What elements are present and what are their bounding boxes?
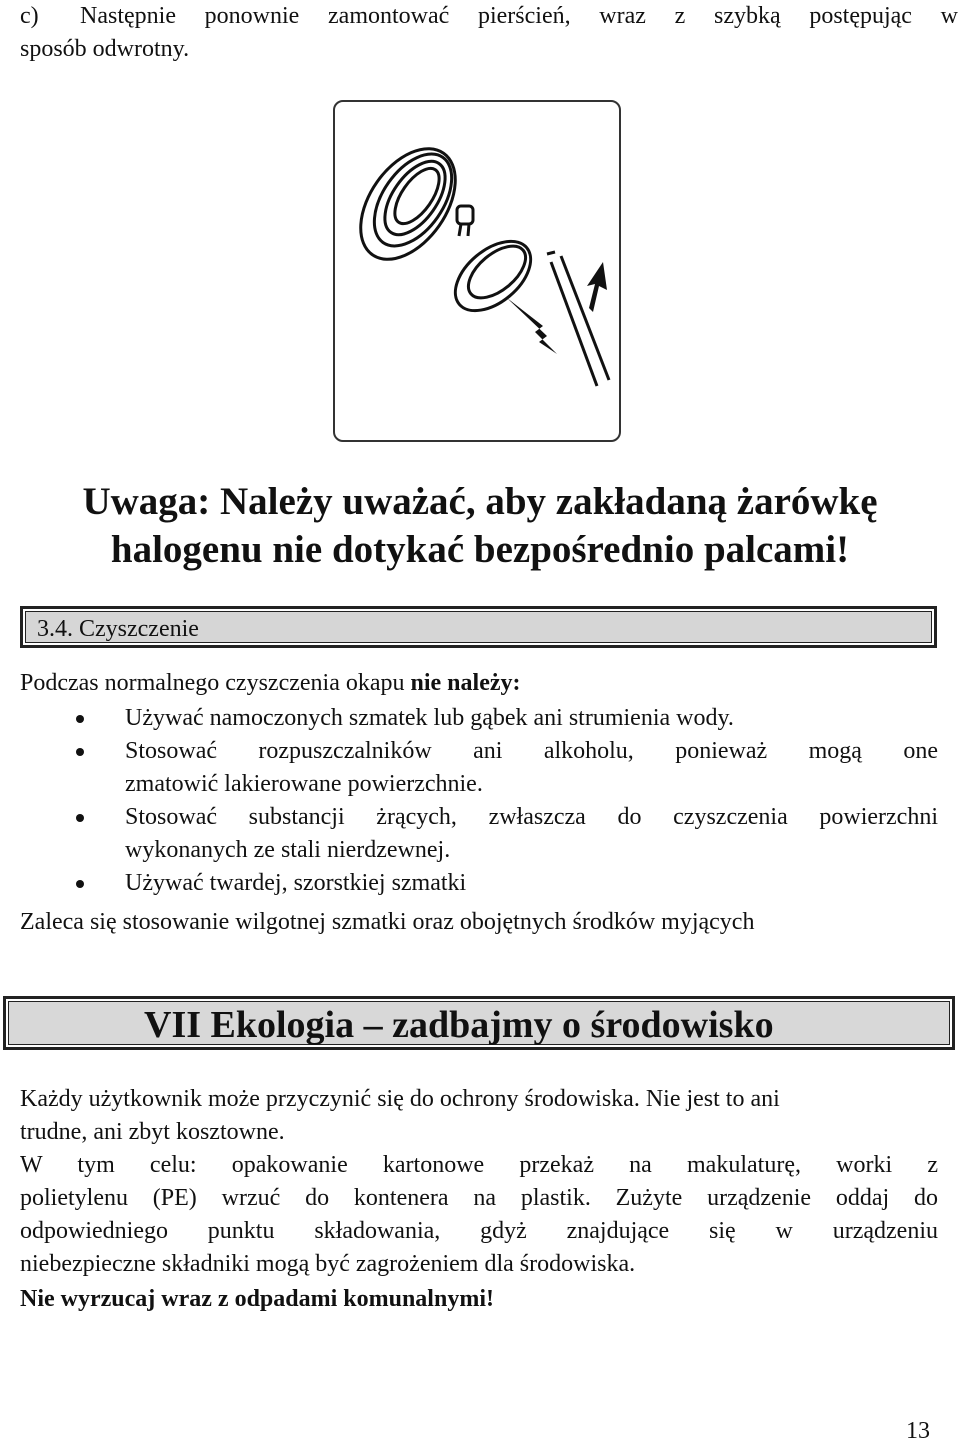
bullet-icon	[76, 748, 84, 756]
paragraph-line: W tym celu: opakowanie kartonowe przekaż na makulaturę, worki z	[20, 1152, 938, 1178]
warning-line-2: halogenu nie dotykać bezpośrednio palcami!	[110, 528, 850, 571]
intro-text: Podczas normalnego czyszczenia okapu	[20, 670, 411, 696]
intro-bold-text: nie należy:	[410, 670, 521, 696]
ecology-final-note: Nie wyrzucaj wraz z odpadami komunalnymi!	[20, 1286, 494, 1312]
illustration-drawing	[335, 102, 619, 440]
list-item-text: Stosować substancji żrących, zwłaszcza do czyszczenia powierzchni	[125, 804, 938, 830]
section-heading-cleaning	[20, 606, 937, 648]
cleaning-recommendation: Zaleca się stosowanie wilgotnej szmatki oraz obojętnych środków myjących	[20, 909, 755, 935]
step-text-line-1: Następnie ponownie zamontować pierścień, wraz z szybką postępując w	[80, 3, 958, 29]
list-item-text-cont: wykonanych ze stali nierdzewnej.	[125, 837, 451, 863]
ecology-paragraph-2	[20, 1149, 938, 1281]
list-item	[20, 702, 938, 735]
page-number: 13	[906, 1418, 930, 1444]
paragraph-line: Każdy użytkownik może przyczynić się do ochrony środowiska. Nie jest to ani	[20, 1086, 780, 1112]
bullet-icon	[76, 814, 84, 822]
paragraph-line: polietylenu (PE) wrzuć do kontenera na plastik. Zużyte urządzenie oddaj do	[20, 1185, 938, 1211]
bullet-icon	[76, 880, 84, 888]
list-item-text-cont: zmatowić lakierowane powierzchnie.	[125, 771, 483, 797]
step-text-line-2: sposób odwrotny.	[20, 36, 190, 62]
paragraph-line: niebezpieczne składniki mogą być zagrożeniem dla środowiska.	[20, 1251, 636, 1277]
list-item-text: Stosować rozpuszczalników ani alkoholu, ponieważ mogą one	[125, 738, 938, 764]
paragraph-line: trudne, ani zbyt kosztowne.	[20, 1119, 285, 1145]
paragraph-line: odpowiedniego punktu składowania, gdyż znajdujące się w urządzeniu	[20, 1218, 938, 1244]
warning-line-1: Uwaga: Należy uważać, aby zakładaną żarówkę	[82, 480, 878, 523]
step-label: c)	[20, 3, 39, 29]
cleaning-intro	[20, 667, 521, 700]
ecology-paragraph-1	[20, 1083, 938, 1149]
list-item	[20, 801, 938, 867]
list-item-text: Używać namoczonych szmatek lub gąbek ani strumienia wody.	[125, 705, 734, 731]
section-title: VII Ekologia – zadbajmy o środowisko	[144, 1004, 774, 1046]
lamp-ring-disassembly-illustration	[333, 100, 621, 442]
list-item-text: Używać twardej, szorstkiej szmatki	[125, 870, 467, 896]
list-item	[20, 867, 938, 900]
section-title: 3.4. Czyszczenie	[37, 616, 199, 642]
list-item	[20, 735, 938, 801]
section-heading-ecology	[3, 996, 955, 1050]
cleaning-donts-list	[20, 702, 938, 900]
bullet-icon	[76, 715, 84, 723]
halogen-warning	[0, 478, 960, 574]
